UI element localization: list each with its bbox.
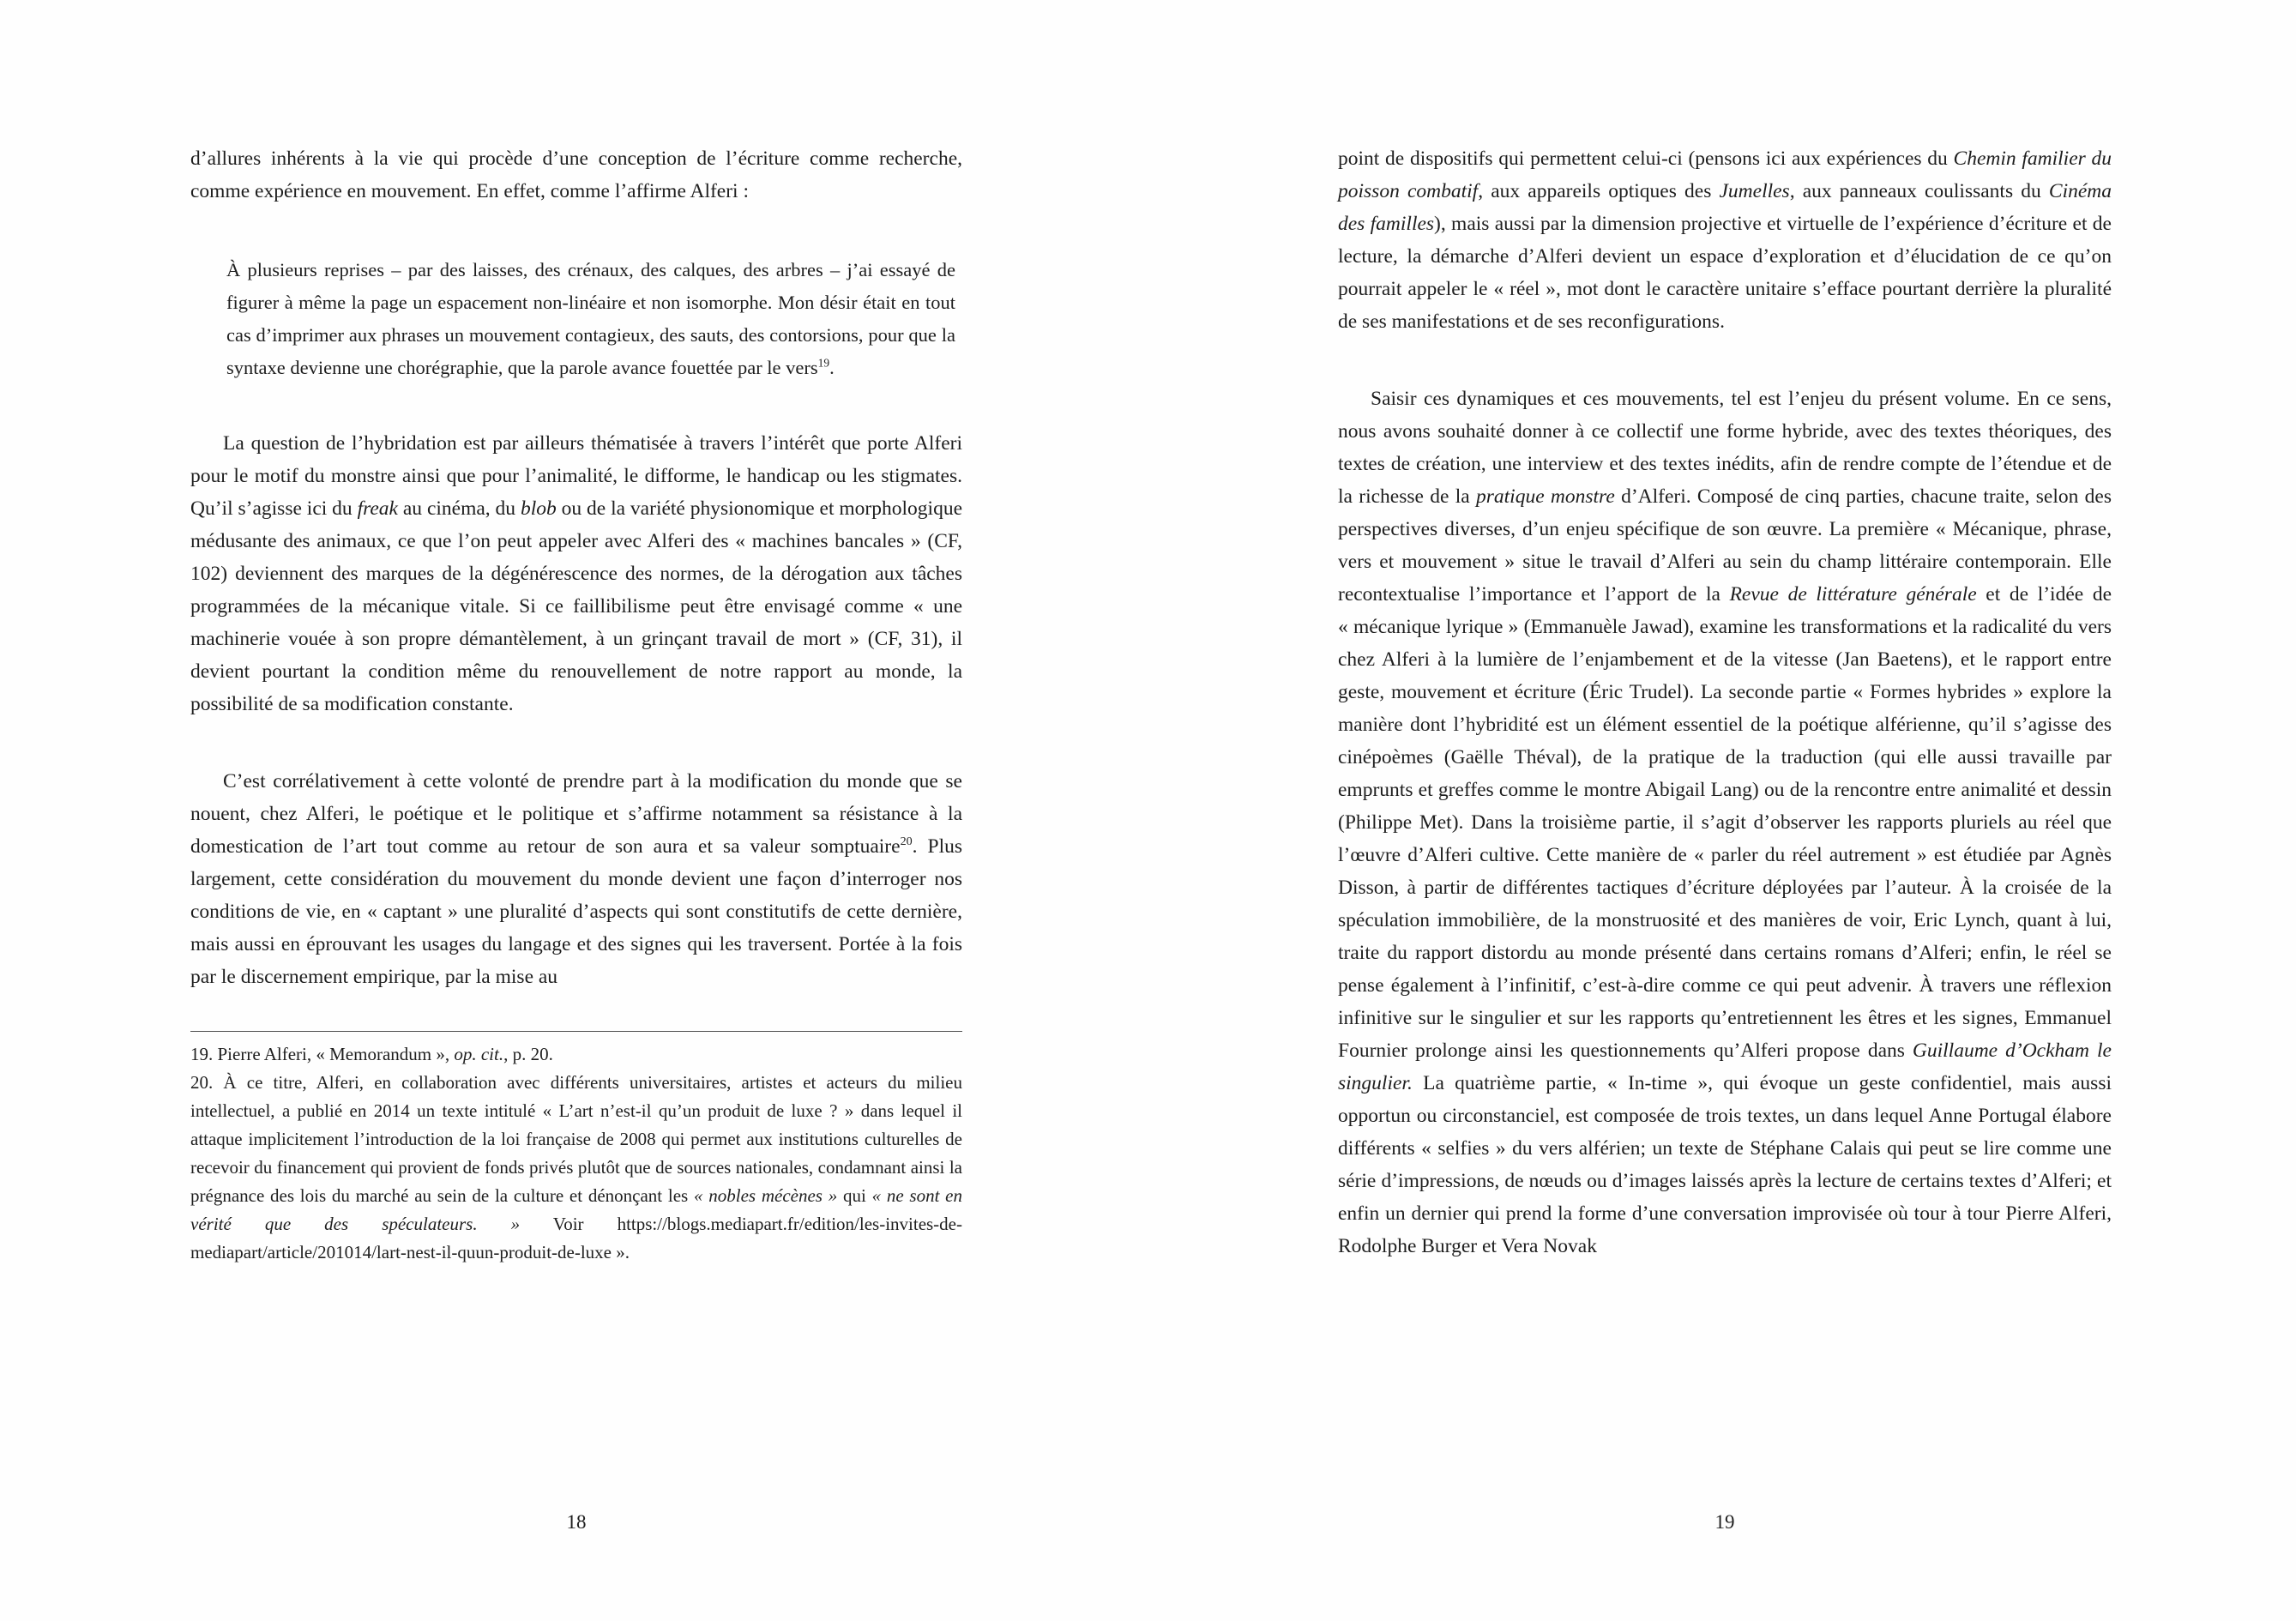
italic-text: « ne sont en vérité que des spéculateurs. » <box>190 1185 963 1234</box>
italic-text: Cinéma des familles <box>1338 180 2112 235</box>
blockquote <box>226 254 955 384</box>
text-run: ou de la variété physionomique et morphologique médusante des animaux, ce que l’on peut appeler avec Alferi des « machines bancales » (CF, 102) deviennent des marques de la dégénérescence des normes, de la dérogation aux tâches programmées de la mécanique vitale. Si ce faillibilisme peut être envisagé comme « une machinerie vouée à son propre démantèlement, à un grinçant travail de mort » (CF, 31), il devient pourtant la condition même du renouvellement de notre rapport au monde, la possibilité de sa modification constante. <box>190 497 962 715</box>
text-run: À plusieurs reprises – par des laisses, des crénaux, des calques, des arbres – j’ai essayé de figurer à même la page un espacement non-linéaire et non isomorphe. Mon désir était en tout cas d’imprimer aux phrases un mouvement contagieux, des sauts, des contorsions, pour que la syntaxe devienne une chorégraphie, que la parole avance fouettée par le vers <box>226 259 955 378</box>
text-run: d’Alferi. Composé de cinq parties, chacune traite, selon des perspectives diverses, d’un enjeu spécifique de son œuvre. La première « Mécanique, phrase, vers et mouvement » situe le travail d’Alferi au sein du champ littéraire contemporain. Elle recontextualise l’importance et l’apport de la <box>1338 485 2112 606</box>
text-run: La question de l’hybridation est par ailleurs thématisée à travers l’intérêt que porte Alferi pour le motif du monstre ainsi que pour l’animalité, le difforme, le handicap ou les stigmates. Qu’il s’agisse ici du <box>190 432 962 520</box>
text-run: d’allures inhérents à la vie qui procède d’une conception de l’écriture comme recherche, comme expérience en mouvement. En effet, comme l’affirme Alferi : <box>190 148 962 202</box>
page-number-left: 18 <box>566 1511 587 1533</box>
footnote <box>190 1040 962 1069</box>
text-run: Voir https://blogs.mediapart.fr/edition/les-invites-de-mediapart/article/201014/lart-nest-il-quun-produit-de-luxe ». <box>190 1214 962 1262</box>
text-run: et de l’idée de « mécanique lyrique » (Emmanuèle Jawad), examine les transformations et la radicalité du vers chez Alferi à la lumière de l’enjambement et de la vitesse (Jan Baetens), et le rapport entre geste, mouvement et écriture (Éric Trudel). La seconde partie « Formes hybrides » explore la manière dont l’hybridité est un élément essentiel de la poétique alférienne, qu’il s’agisse des cinépoèmes (Gaëlle Théval), de la pratique de la traduction (qui elle aussi travaille par emprunts et greffes comme le montre Abigail Lang) ou de la rencontre entre animalité et dessin (Philippe Met). Dans la troisième partie, il s’agit d’observer les rapports pluriels au réel que l’œuvre d’Alferi cultive. Cette manière de « parler du réel autrement » est étudiée par Agnès Disson, à partir de différentes tactiques d’écriture déployées par l’auteur. À la croisée de la spéculation immobilière, de la monstruosité et des manières de voir, Eric Lynch, quant à lui, traite du rapport distordu au monde présenté dans certains romans d’Alferi; enfin, le réel se pense également à l’infinitif, c’est-à-dire comme ce qui peut advenir. À travers une réflexion infinitive sur le singulier et sur les rapports qu’entretiennent les êtres et les signes, Emmanuel Fournier prolonge ainsi les questionnements qu’Alferi propose dans <box>1338 583 2112 1062</box>
footnote-reference: 19 <box>817 356 830 370</box>
text-run: au cinéma, du <box>397 497 521 520</box>
text-run: ), mais aussi par la dimension projective et virtuelle de l’expérience d’écriture et de lecture, la démarche d’Alferi devient un espace d’exploration et d’élucidation de ce qu’on pourrait appeler le « réel », mot dont le caractère unitaire s’efface pourtant derrière la pluralité de ses manifestations et de ses reconfigurations. <box>1338 213 2112 333</box>
text-run: C’est corrélativement à cette volonté de prendre part à la modification du monde que se nouent, chez Alferi, le poétique et le politique et s’affirme notamment sa résistance à la domestication de l’art tout comme au retour de son aura et sa valeur somptuaire <box>190 770 962 858</box>
paragraph <box>190 765 962 993</box>
text-run: , aux panneaux coulissants du <box>1789 180 2049 202</box>
italic-text: Jumelles <box>1719 180 1790 202</box>
footnote-reference: 20 <box>900 835 913 849</box>
paragraph <box>1338 142 2112 338</box>
paragraph <box>190 427 962 720</box>
paragraph <box>1338 383 2112 1262</box>
page-19 <box>1338 0 2112 1621</box>
footnote <box>190 1069 962 1267</box>
text-run: Saisir ces dynamiques et ces mouvements, tel est l’enjeu du présent volume. En ce sens, nous avons souhaité donner à ce collectif une forme hybride, avec des textes théoriques, des textes de création, une interview et des textes inédits, afin de rendre compte de l’étendue et de la richesse de la <box>1338 388 2112 508</box>
text-run: qui <box>837 1185 872 1206</box>
italic-text: Revue de littérature générale <box>1729 583 1977 606</box>
page-19-text <box>1338 142 2112 1262</box>
italic-text: Chemin familier du poisson combatif <box>1338 148 2112 202</box>
italic-text: « nobles mécènes » <box>693 1185 838 1206</box>
page-18-text <box>190 142 962 1267</box>
page-number-right: 19 <box>1714 1511 1735 1533</box>
paragraph <box>190 142 962 208</box>
italic-text: freak <box>357 497 398 520</box>
text-run: La quatrième partie, « In-time », qui évoque un geste confidentiel, mais aussi opportun ou circonstanciel, est composée de trois textes, un dans lequel Anne Portugal élabore différents « selfies » du vers alférien; un texte de Stéphane Calais qui peut se lire comme une série d’impressions, de nœuds ou d’images laissés après la lecture de certains textes d’Alferi; et enfin un dernier qui prend la forme d’une conversation improvisée où tour à tour Pierre Alferi, Rodolphe Burger et Vera Novak <box>1338 1072 2112 1257</box>
italic-text: op. cit. <box>454 1044 504 1064</box>
text-run: , aux appareils optiques des <box>1478 180 1720 202</box>
footnote-rule <box>190 1031 962 1032</box>
text-run: 19. Pierre Alferi, « Memorandum », <box>190 1044 455 1064</box>
text-run: point de dispositifs qui permettent celui-ci (pensons ici aux expériences du <box>1338 148 1954 170</box>
page-18 <box>190 0 962 1621</box>
text-run: 20. À ce titre, Alferi, en collaboration avec différents universitaires, artistes et acteurs du milieu intellectuel, a publié en 2014 un texte intitulé « L’art n’est-il qu’un produit de luxe ? » dans lequel il attaque implicitement l’introduction de la loi française de 2008 qui permet aux institutions culturelles de recevoir du financement qui provient de fonds privés plutôt que de sources nationales, condamnant ainsi la prégnance des lois du marché au sein de la culture et dénonçant les <box>190 1072 962 1206</box>
italic-text: blob <box>520 497 557 520</box>
text-run: . <box>829 357 835 378</box>
italic-text: pratique monstre <box>1475 485 1615 508</box>
text-run: . Plus largement, cette considération du mouvement du monde devient une façon d’interroger nos conditions de vie, en « captant » une pluralité d’aspects qui sont constitutifs de cette dernière, mais aussi en éprouvant les usages du langage et des signes qui les traversent. Portée à la fois par le discernement empirique, par la mise au <box>190 835 962 988</box>
italic-text: Guillaume d’Ockham le singulier. <box>1338 1039 2112 1094</box>
text-run: , p. 20. <box>503 1044 553 1064</box>
